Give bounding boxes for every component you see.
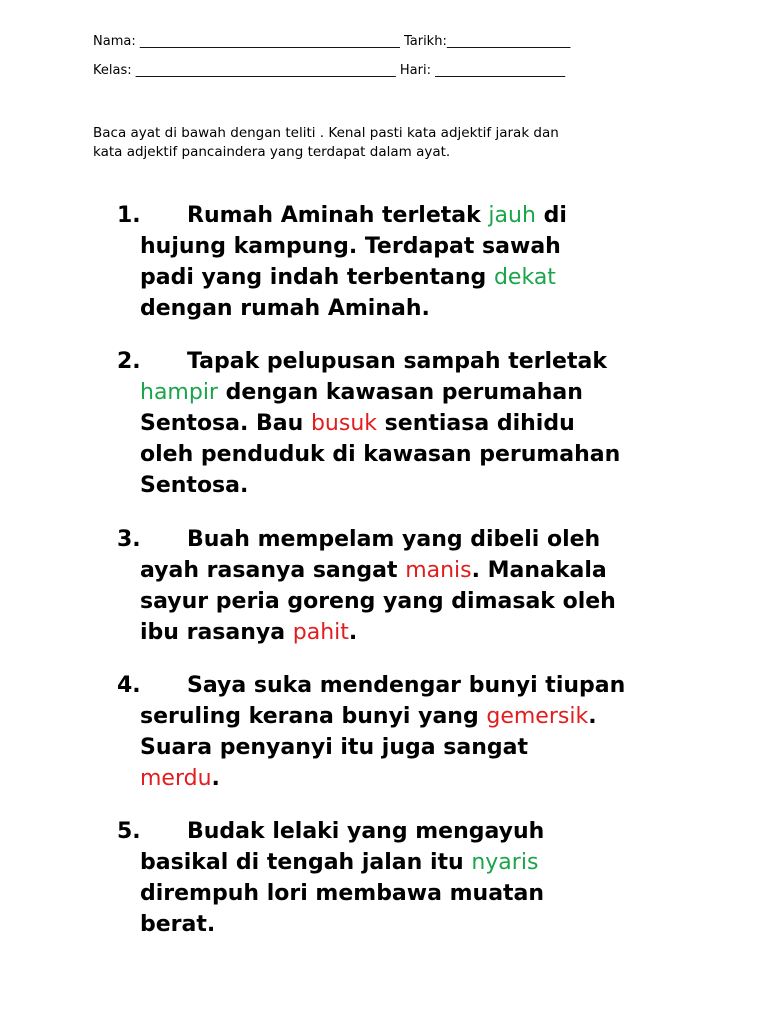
question-line [117, 816, 737, 847]
sentence-text: . Manakala [471, 558, 607, 583]
question-line [117, 377, 737, 408]
sentence-text: Rumah Aminah terletak [187, 203, 489, 228]
sentence-text: di [535, 203, 567, 228]
question-5 [117, 816, 737, 940]
adjektif-jarak: hampir [140, 380, 218, 405]
question-line: berat. [140, 912, 216, 937]
question-line: hujung kampung. Terdapat sawah [140, 234, 561, 259]
question-3 [117, 524, 737, 648]
question-number: 1. [117, 203, 141, 228]
adjektif-jarak: jauh [488, 203, 536, 228]
question-2 [117, 346, 737, 501]
question-line: dirempuh lori membawa muatan [140, 881, 545, 906]
sentence-text: Buah mempelam yang dibeli oleh [187, 527, 601, 552]
sentence-text: ibu rasanya [140, 620, 293, 645]
sentence-text: Sentosa. Bau [140, 411, 311, 436]
question-4 [117, 670, 737, 794]
instructions [93, 124, 693, 162]
adjektif-pancaindera: merdu [140, 766, 212, 791]
question-line [117, 670, 737, 701]
header-kelas-line: Kelas: ________________________________________ Hari: ____________________ [93, 63, 566, 78]
question-line [117, 763, 737, 794]
question-line [117, 200, 737, 231]
adjektif-pancaindera: manis [405, 558, 472, 583]
sentence-text: . [348, 620, 358, 645]
question-line: sayur peria goreng yang dimasak oleh [140, 589, 616, 614]
question-line [117, 701, 737, 732]
question-line: oleh penduduk di kawasan perumahan [140, 442, 621, 467]
question-1 [117, 200, 737, 324]
instructions-line: Baca ayat di bawah dengan teliti . Kenal pasti kata adjektif jarak dan [93, 125, 559, 141]
adjektif-pancaindera: pahit [292, 620, 349, 645]
sentence-text: Tapak pelupusan sampah terletak [187, 349, 607, 374]
sentence-text: . [588, 704, 597, 729]
question-line [117, 555, 737, 586]
question-number: 3. [117, 527, 141, 552]
question-line: Sentosa. [140, 473, 249, 498]
question-line [117, 524, 737, 555]
sentence-text: . [211, 766, 220, 791]
question-line [117, 617, 737, 648]
question-line [117, 262, 737, 293]
sentence-text: Budak lelaki yang mengayuh [187, 819, 545, 844]
sentence-text: basikal di tengah jalan itu [140, 850, 472, 875]
adjektif-jarak: nyaris [471, 850, 539, 875]
header-nama-line: Nama: ________________________________________ Tarikh:___________________ [93, 34, 571, 49]
sentence-text: sentiasa dihidu [377, 411, 575, 436]
sentence-text: Saya suka mendengar bunyi tiupan [187, 673, 626, 698]
question-line: Suara penyanyi itu juga sangat [140, 735, 528, 760]
sentence-text: padi yang indah terbentang [140, 265, 494, 290]
sentence-text: dengan kawasan perumahan [217, 380, 583, 405]
question-number: 4. [117, 673, 141, 698]
sentence-text: ayah rasanya sangat [140, 558, 406, 583]
question-line [117, 408, 737, 439]
question-number: 5. [117, 819, 141, 844]
adjektif-pancaindera: busuk [310, 411, 378, 436]
adjektif-pancaindera: gemersik [486, 704, 589, 729]
adjektif-jarak: dekat [493, 265, 556, 290]
instructions-line: kata adjektif pancaindera yang terdapat dalam ayat. [93, 144, 451, 160]
question-line: dengan rumah Aminah. [140, 296, 430, 321]
question-number: 2. [117, 349, 141, 374]
question-line [117, 346, 737, 377]
sentence-text: seruling kerana bunyi yang [140, 704, 487, 729]
question-line [117, 847, 737, 878]
